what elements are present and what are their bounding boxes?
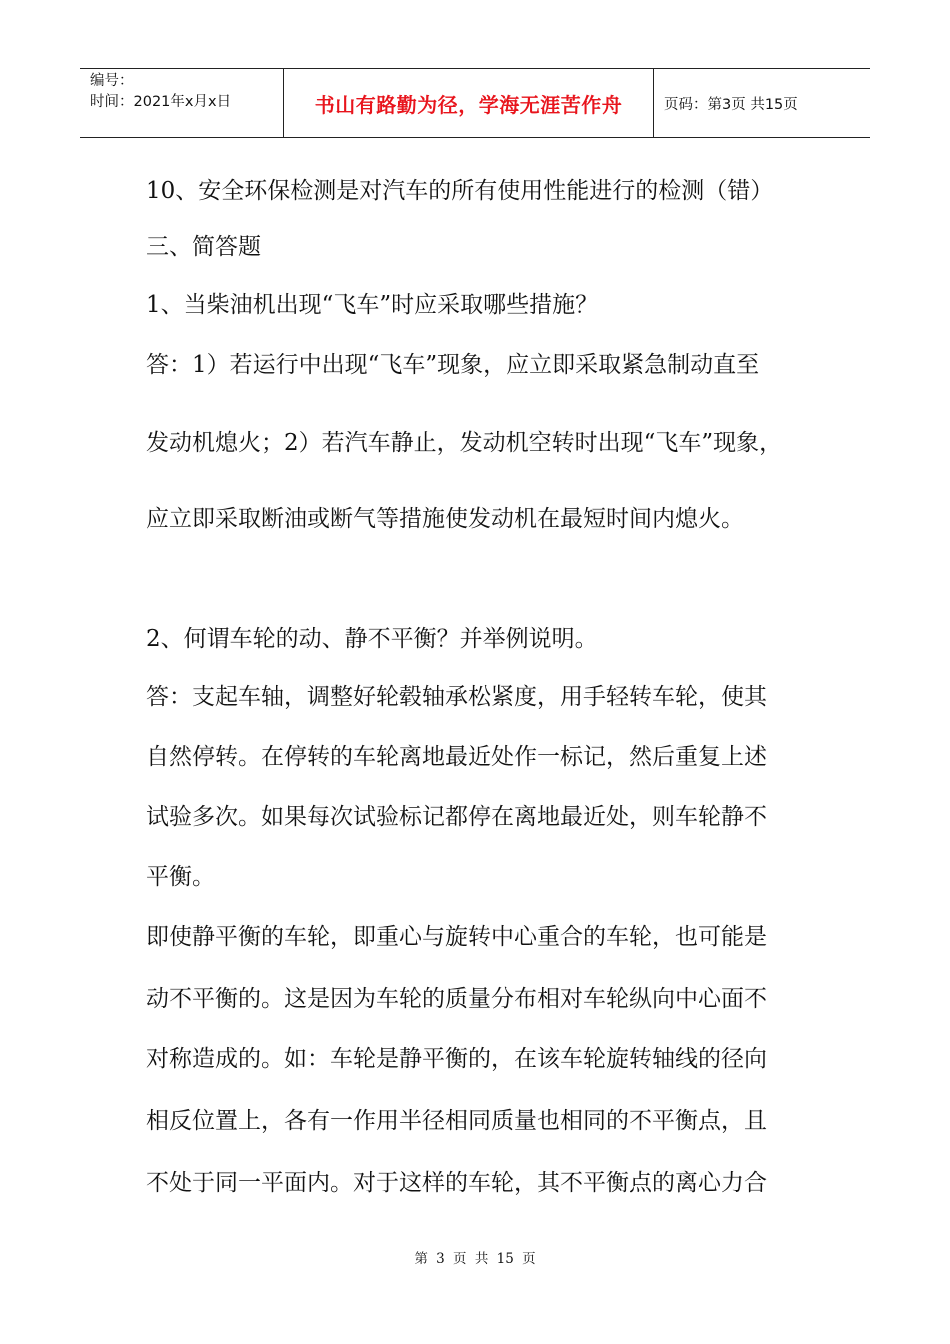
page-header [80, 68, 870, 138]
text-line: 10、安全环保检测是对汽车的所有使用性能进行的检测（错） [146, 178, 774, 204]
text-line: 不处于同一平面内。对于这样的车轮，其不平衡点的离心力合 [146, 1170, 767, 1196]
text-line: 即使静平衡的车轮，即重心与旋转中心重合的车轮，也可能是 [146, 924, 767, 950]
text-line: 答：支起车轴，调整好轮毂轴承松紧度，用手轻转车轮，使其 [146, 684, 767, 710]
text-line: 应立即采取断油或断气等措施使发动机在最短时间内熄火。 [146, 506, 744, 532]
document-number-label: 编号： [90, 73, 134, 89]
question-heading: 2、何谓车轮的动、静不平衡？并举例说明。 [146, 626, 598, 652]
document-date: 时间：2021年x月x日 [90, 94, 232, 110]
text-line: 发动机熄火；2）若汽车静止，发动机空转时出现“飞车”现象， [146, 430, 783, 456]
header-motto-cell [283, 69, 654, 137]
text-line: 答：1）若运行中出现“飞车”现象，应立即采取紧急制动直至 [146, 352, 760, 378]
section-heading: 三、简答题 [146, 234, 261, 260]
page-footer: 第 3 页 共 15 页 [414, 1251, 536, 1267]
header-motto: 书山有路勤为径，学海无涯苦作舟 [314, 92, 623, 117]
header-page-cell [654, 69, 870, 137]
text-line: 自然停转。在停转的车轮离地最近处作一标记，然后重复上述 [146, 744, 767, 770]
text-line: 平衡。 [146, 864, 215, 890]
question-heading: 1、当柴油机出现“飞车”时应采取哪些措施？ [146, 292, 599, 318]
header-page-info: 页码：第3页 共15页 [664, 96, 798, 113]
header-meta [80, 69, 283, 137]
text-line: 对称造成的。如：车轮是静平衡的，在该车轮旋转轴线的径向 [146, 1046, 767, 1072]
text-line: 试验多次。如果每次试验标记都停在离地最近处，则车轮静不 [146, 804, 767, 830]
text-line: 相反位置上，各有一作用半径相同质量也相同的不平衡点，且 [146, 1108, 767, 1134]
text-line: 动不平衡的。这是因为车轮的质量分布相对车轮纵向中心面不 [146, 986, 767, 1012]
